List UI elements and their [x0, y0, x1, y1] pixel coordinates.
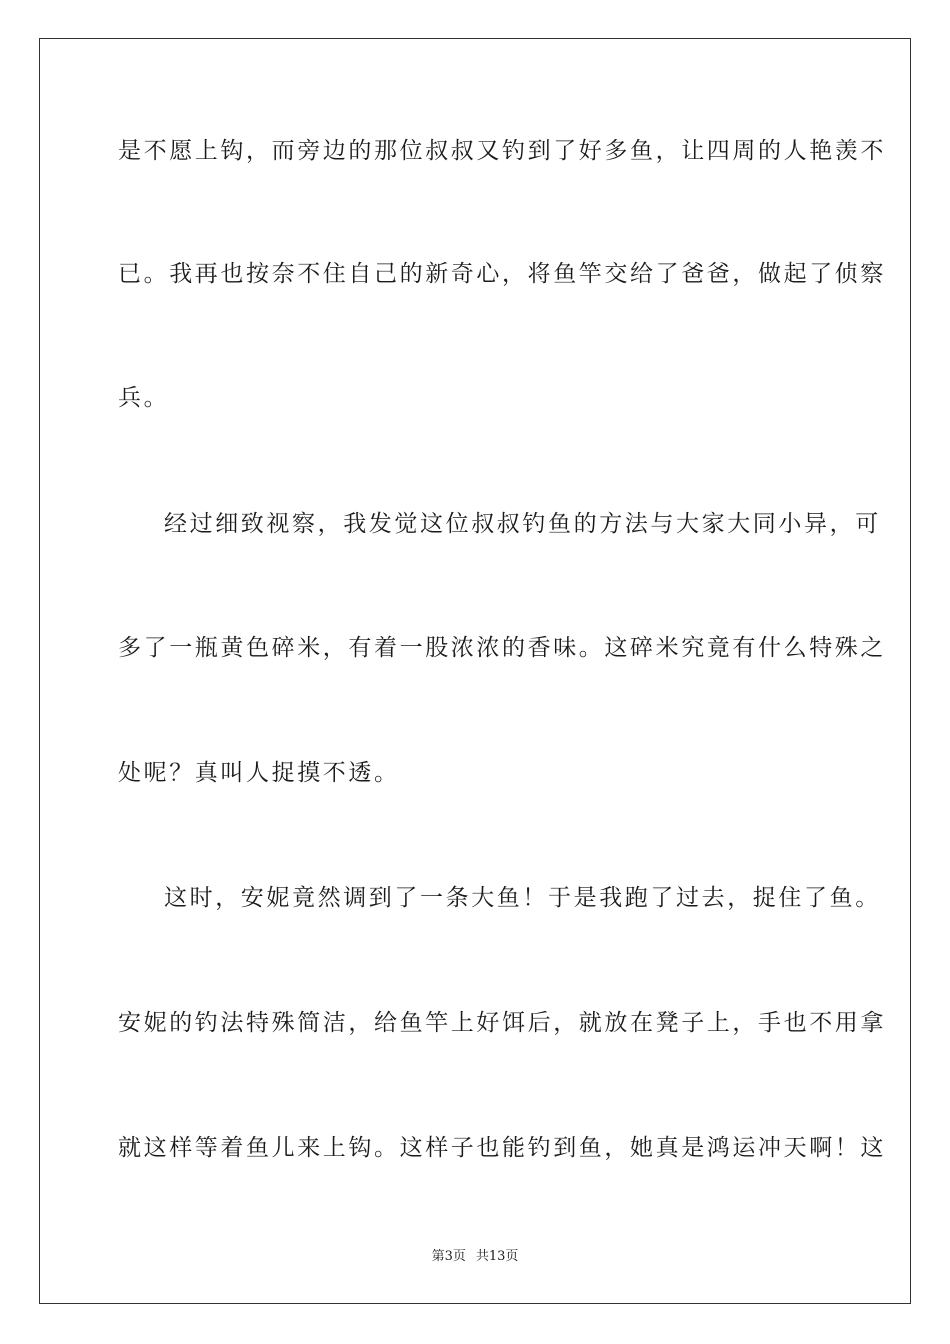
page-border	[39, 38, 911, 1304]
text-line: 已。我再也按奈不住自己的新奇心，将鱼竿交给了爸爸，做起了侦察	[118, 261, 886, 287]
text-line: 处呢？真叫人捉摸不透。	[118, 760, 400, 786]
text-line: 就这样等着鱼儿来上钩。这样子也能钓到鱼，她真是鸿运冲天啊！这	[118, 1135, 886, 1161]
page-number: 第3页	[431, 1249, 466, 1264]
page-footer	[0, 1248, 950, 1266]
paragraph-start-line: 这时，安妮竟然调到了一条大鱼！于是我跑了过去，捉住了鱼。	[164, 885, 881, 911]
text-line: 多了一瓶黄色碎米，有着一股浓浓的香味。这碎米究竟有什么特殊之	[118, 635, 886, 661]
text-line: 安妮的钓法特殊简洁，给鱼竿上好饵后，就放在凳子上，手也不用拿	[118, 1010, 886, 1036]
text-line: 是不愿上钩，而旁边的那位叔叔又钓到了好多鱼，让四周的人艳羡不	[118, 138, 886, 164]
page-total: 共13页	[475, 1249, 519, 1264]
text-line: 兵。	[118, 385, 170, 411]
paragraph-start-line: 经过细致视察，我发觉这位叔叔钓鱼的方法与大家大同小异，可	[164, 511, 881, 537]
